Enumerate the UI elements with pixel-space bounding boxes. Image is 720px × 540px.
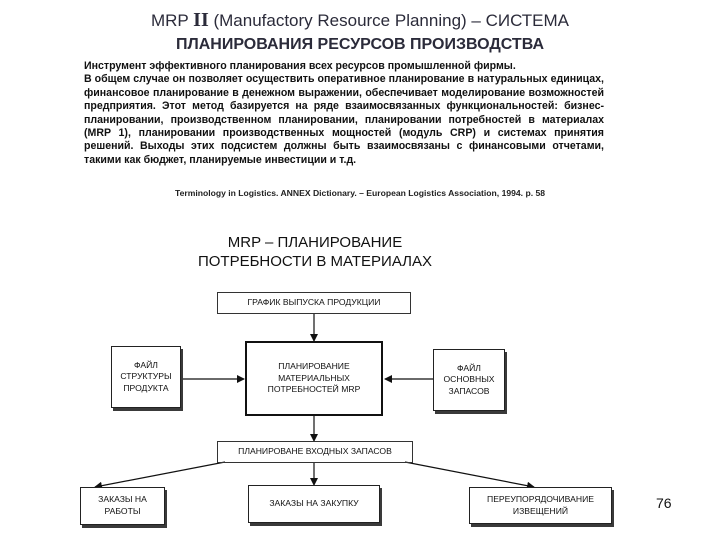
intro-line1: Инструмент эффективного планирования всех ресурсов промышленной фирмы. bbox=[84, 60, 516, 72]
structure-file-box bbox=[111, 346, 181, 408]
reschedule-notices-label: ПЕРЕУПОРЯДОЧИВАНИЕ ИЗВЕЩЕНИЙ bbox=[487, 493, 594, 516]
inventory-file-label: ФАЙЛ ОСНОВНЫХ ЗАПАСОВ bbox=[443, 362, 495, 396]
title-part2: (Manufactory Resource Planning) – СИСТЕМА bbox=[208, 11, 570, 30]
work-orders-label: ЗАКАЗЫ НА РАБОТЫ bbox=[98, 494, 147, 516]
purchase-orders-box bbox=[248, 485, 380, 523]
diagram-title-line2: ПОТРЕБНОСТИ В МАТЕРИАЛАХ bbox=[197, 253, 433, 270]
inbound-planning-box bbox=[217, 441, 413, 463]
title-numeral: II bbox=[193, 9, 209, 31]
reference-citation: Terminology in Logistics. ANNEX Dictionary. – European Logistics Association, 1994. p. 58 bbox=[174, 188, 546, 198]
inbound-planning-label: ПЛАНИРОВАНЕ ВХОДНЫХ ЗАПАСОВ bbox=[238, 446, 392, 457]
structure-file-label: ФАЙЛ СТРУКТУРЫ ПРОДУКТА bbox=[120, 359, 172, 393]
intro-paragraph: В общем случае он позволяет осуществить оперативное планирование в натуральных единицах, финансовое планирование в денежном выражении, обеспечивает моделирование возможностей предприятия. Этот метод базируется на ряде взаимосвязанных функциональностей: бизнес-планировании, производственном планировании, планировании потребностей в материалах (MRP 1), планировании производственных мощностей (модуль CRP) и системах принятия решений. Выходы этих подсистем должны быть взаимосвязаны с финансовыми отчетами, такими как бюджет, планируемые инвестиции и т.д. bbox=[84, 73, 604, 166]
purchase-orders-label: ЗАКАЗЫ НА ЗАКУПКУ bbox=[269, 498, 359, 509]
title-line2: ПЛАНИРОВАНИЯ РЕСУРСОВ ПРОИЗВОДСТВА bbox=[175, 36, 545, 53]
mrp-planning-box bbox=[245, 341, 383, 416]
title-part1: MRP bbox=[150, 11, 194, 30]
diagram-title-line1: MRP – ПЛАНИРОВАНИЕ bbox=[227, 234, 403, 251]
arrow-inbound-to-work bbox=[95, 462, 225, 487]
inventory-file-box bbox=[433, 349, 505, 411]
mrp-planning-label: ПЛАНИРОВАНИЕ МАТЕРИАЛЬНЫХ ПОТРЕБНОСТЕЙ MRP bbox=[267, 361, 361, 395]
reschedule-notices-box bbox=[469, 487, 612, 524]
arrow-inbound-to-reschedule bbox=[405, 462, 534, 487]
production-schedule-box bbox=[217, 292, 411, 314]
work-orders-box bbox=[80, 487, 165, 525]
page-number: 76 bbox=[656, 495, 672, 511]
production-schedule-label: ГРАФИК ВЫПУСКА ПРОДУКЦИИ bbox=[247, 297, 381, 308]
